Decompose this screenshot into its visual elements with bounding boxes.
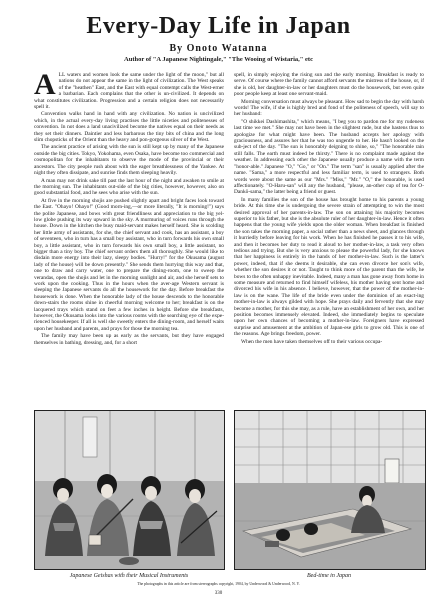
paragraph: spell, in simply enjoying the rising sun and the early morning. Breakfast is ready to serve. Of course where the family cannot afford servants the mistress of the house, or, if she is old, her daughter-in-law or her daughters must do the housework, but even quite poor people keep at least one servant-maid. — [234, 72, 424, 98]
paragraph: "O shikkei Dashimashita," which means, "I beg you to pardon me for my rudeness last time we met." She may not have been in the slightest rude, but she hastens thus to apologize for what might have been. The husband accepts her apology with graciousness, and assures her that he was too ungentle to her. He hasn't looked on the sub-ject of the day. "The sun is honorably deigning to shine, so," "The honorable rain still falls. The earth must indeed be thirsty." There is no complaint made against the weather. In addressing each other the Japanese usually produce a name with the term "honor-able." Japanese "O," "Go," or "On." The term "san" is usually applied after the name. "Sama," a more respectful and less familiar term, is used to strangers. Both words were about the same as our "Mrs." "Miss," "Mr." "O," the honorable, is used affectionately. "O-Haru-san" will any the husband, "please, an-other cup of tea for O-Dankō-sama," the latter being a friend or guest. — [234, 118, 424, 196]
paragraph-text: LL waters and women look the same under the light of the moon," but all nations do not appear the same in the light of civilization. The West speaks of the "heathen" East, and the East with equal contempt calls the West-erner a barbarian. Each complains that the other is un-civilized. It depends on what constitutes civilization. Progression and a certain religion does not necessarily spell it. — [34, 72, 224, 111]
drop-cap: A — [34, 72, 56, 101]
article-title: Every-Day Life in Japan — [86, 13, 351, 39]
right-text-column — [234, 72, 424, 398]
bedtime-photo-illustration — [235, 411, 425, 569]
paragraph: At five in the morning shojis are pushed slightly apart and bright faces look toward the East. "Ohayo! Ohayo!" (Good morn-ing,—or more literally, "It is morning!") says the polite Japanese, and bows with great friendliness and appreciation to the big yel-low globe pushing its way upward in the sky. A murmuring of voices runs through the house. Down in the kitchen the busy maid-servant makes herself heard. She is scolding her little army of assistants, for she, the chief servant and cook, has an assistant, a boy of seventeen, who in turn has a small boy assistant, who in turn forwards his own small boy, a little assistant, who in turn forwards his own small boy, a little assistant, no bigger than a tiny boy. The chief servant orders them all thoroughly. She would like to disdain more energy into their lazy, sleepy bodies. "Hurry!" for the Okusama (august lady of the house) will be down presently." She sends them hurrying this way and that, one to draw and carry water, one to prepare the dining-room, one to sweep the verandas, open the shojis and let in the morning sunlight and air, and she herself sets to work upon the cooking. Thus in the hours when the aver-age Western servant is sleeping the Japanese servants do all the housework for the day. Before breakfast the housework is done. When the honorable lady of the house descends to the honorable down-stairs the rooms shine in cheerful morning welcome to her; breakfast is on the lacquered trays which stand on feet a few inches in height. Before she breakfasts, however, the Okusama looks into the various rooms with the searching eye of the expe-rienced housekeeper. If all is well she sweetly enters the dining-room, and herself waits upon her husband and parents, and prays for those the morning tea. — [34, 197, 224, 332]
byline: By Onoto Watanna — [169, 43, 268, 54]
bedtime-caption: Bed-time in Japan — [307, 573, 351, 579]
left-text-column — [34, 72, 224, 398]
photo-credit: The photographs in this article are from stereographs copyright, 1904, by Underwood & Underwood, N. Y. — [137, 582, 300, 586]
paragraph: Convention walks hand in hand with any civilization. No nation is uncivilized which, in the actual every-day living practises the little niceties and politenesses of convention. In not does a land unacivilized become the natives equal on their needs as they set their dinners. Daintier and less barbarous the tiny bits of china and the long slim chopsticks of the Orient than the heavy and pon-gorgeous silver of the West. — [34, 111, 224, 144]
author-note: Author of "A Japanese Nightingale," "The Wooing of Wistaria," etc — [124, 56, 313, 63]
geishas-caption: Japanese Geishas with their Musical Instruments — [69, 573, 189, 579]
paragraph: Morning conversation must always be pleasant. How sad to begin the day with harsh words! The wife, if she is highly bred and fond of the politeness of speech, will say to her husband: — [234, 98, 424, 118]
paragraph: When the men have taken themselves off to their various occupa- — [241, 338, 383, 345]
geishas-photo — [34, 410, 225, 570]
paragraph: The ancient practice of arising with the sun is still kept up by many of the Japanese outside the big cities. Tokyo, Yokohama, even Osaka, have become too commercial and cosmopolitan for the inhabitants to observe the mode of the provincial or their ancestors. The city people rush about with the eager breathlessness of the Yankee. At night they often dissipate, and sunrise finds them sleeping heavily. — [34, 144, 224, 177]
geishas-photo-illustration — [35, 411, 224, 569]
paragraph: A man may not drink sake till past the last hour of the night and awaken to smile at the morning sun. The inhabitants out-side of the big cities, however, however, also on good substantial food, and he sees who arise with the sun. — [34, 177, 224, 197]
bedtime-photo — [234, 410, 426, 570]
paragraph: In many families the son of the house has brought home to his parents a young bride. At this time she is undergoing the severe strain of attempting to win the most desired approval of her parents-in-law. The son on attaining his majority becomes superior to his father, but she is the absolute ruler of her daughter-in-law. Hence it often happens that the young wife yields upon the older woman. When breakfast is finished the son takes the morning paper, a social rather than a news sheet, and glances through it hurriedly before leaving for his work. When he has finished he passes it to his wife, and then it becomes her duty to read it aloud to her mother-in-law, a task very often tedious and trying. But she is very anxious to please the powerful lady, for she knows that her happiness is entirely in the hands of her mother-in-law. Such is the latter's power, indeed, that if she deems it desirable, she can even divorce her son's wife, whether the son desires it or not. Taught to think more of the parent than the wife, he bows to the often unhappy inevitable. Indeed, many a man has gone away from home in some measure and returned to find himself wifeless, his mother having sent home and divorced his wife in his absence. I believe, however, that the power of the mother-in-law is on the wane. The life of the bride even under the dominion of an exact-ing mother-in-law is always gilded with hope. She prays daily and fervently that she may become a mother, for this she may, as a rule, have an establishment of her own, and her position becomes immensely elevated. Indeed, she immediately begins to speculate upon her own chances of becoming a mother-in-law. Foreigners have expressed surprise and amusement at the ambition of Japan-ese girls to grow old. This is one of the reasons. Age brings freedom, power. — [234, 196, 424, 338]
paragraph — [34, 72, 224, 110]
page-number: 330 — [214, 591, 223, 596]
paragraph: The family may have been up as early as the servants, but they have engaged themselves in bathing, dressing, and, for a short — [34, 333, 224, 346]
